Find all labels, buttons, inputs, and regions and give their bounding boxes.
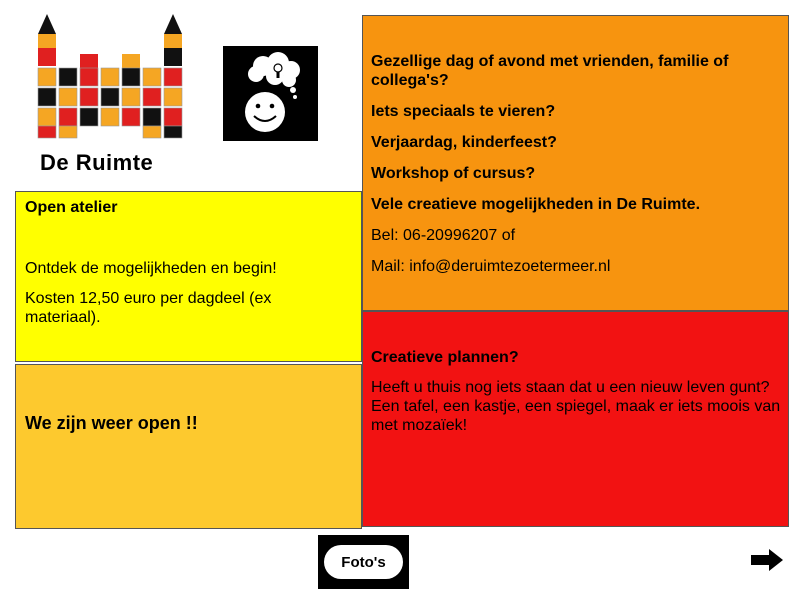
castle-logo[interactable] [36,12,186,140]
news-panel [15,364,362,529]
info-line-friends: Gezellige dag of avond met vrienden, familie of collega's? [371,53,729,89]
open-atelier-text: Ontdek de mogelijkheden en begin! [25,260,277,277]
photos-button[interactable] [318,535,409,589]
info-line-birthday: Verjaardag, kinderfeest? [371,134,557,151]
contact-phone: Bel: 06-20996207 of [371,227,516,244]
plans-text: Heeft u thuis nog iets staan dat u een nieuw leven gunt? Een tafel, een kastje, een spiegel, maak er iets moois van met mozaïek! [371,379,781,434]
contact-mail[interactable]: Mail: info@deruimtezoetermeer.nl [371,258,611,275]
lightbulb-thought-smiley-icon [223,46,318,141]
open-atelier-panel [15,191,362,362]
info-line-possibilities: Vele creatieve mogelijkheden in De Ruimte. [371,196,701,213]
site-title: De Ruimte [40,150,154,175]
open-atelier-price: Kosten 12,50 euro per dagdeel (ex materiaal). [25,290,272,326]
info-line-workshop: Workshop of cursus? [371,165,536,182]
plans-title: Creatieve plannen? [371,349,519,366]
info-line-celebrate: Iets speciaals te vieren? [371,103,556,120]
news-title: We zijn weer open !! [25,413,198,433]
open-atelier-title: Open atelier [25,199,118,216]
right-arrow-icon[interactable] [751,549,783,571]
plans-panel [362,311,789,527]
info-panel [362,15,789,311]
photos-button-label: Foto's [324,545,403,579]
